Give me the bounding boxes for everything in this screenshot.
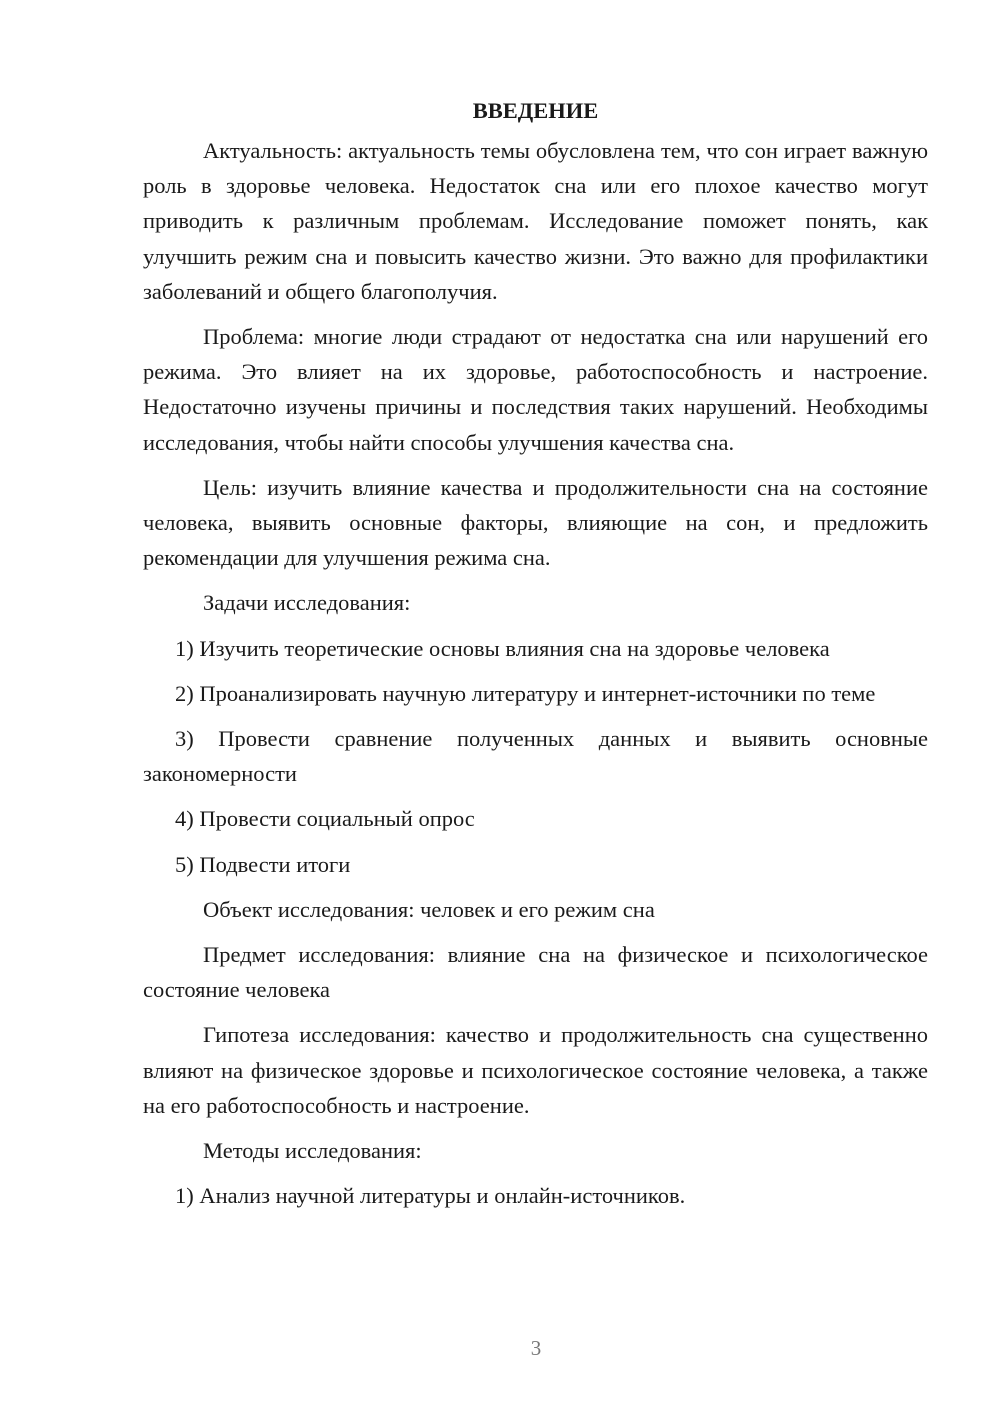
paragraph-problem: Проблема: многие люди страдают от недостатка сна или нарушений его режима. Это влияет на их здоровье, работоспособность и настроение. Недостаточно изучены причины и последствия таких нарушений. Необходимы исследования, чтобы найти способы улучшения качества сна. — [143, 324, 928, 455]
paragraph-object: Объект исследования: человек и его режим сна — [203, 896, 655, 922]
task-item-2: 2) Проанализировать научную литературу и интернет-источники по теме — [175, 680, 876, 706]
methods-heading: Методы исследования: — [203, 1138, 422, 1164]
document-body — [143, 96, 928, 1223]
task-item-5: 5) Подвести итоги — [175, 851, 351, 877]
section-heading: ВВЕДЕНИЕ — [472, 98, 599, 123]
paragraph-subject: Предмет исследования: влияние сна на физическое и психологическое состояние человека — [143, 942, 928, 1003]
method-item-1: 1) Анализ научной литературы и онлайн-источников. — [175, 1183, 686, 1209]
paragraph-hypothesis: Гипотеза исследования: качество и продолжительность сна существенно влияют на физическое здоровье и психологическое состояние человека, а также на его работоспособность и настроение. — [143, 1022, 928, 1118]
paragraph-goal: Цель: изучить влияние качества и продолжительности сна на состояние человека, выявить основные факторы, влияющие на сон, и предложить рекомендации для улучшения режима сна. — [143, 474, 928, 571]
task-item-3: 3) Провести сравнение полученных данных и выявить основные закономерности — [143, 726, 928, 787]
task-item-1: 1) Изучить теоретические основы влияния сна на здоровье человека — [175, 635, 830, 661]
tasks-heading: Задачи исследования: — [203, 590, 411, 616]
task-item-4: 4) Провести социальный опрос — [175, 806, 475, 832]
paragraph-relevance: Актуальность: актуальность темы обусловлена тем, что сон играет важную роль в здоровье человека. Недостаток сна или его плохое качество могут приводить к различным проблемам. Исследование поможет понять, как улучшить режим сна и повысить качество жизни. Это важно для профилактики заболеваний и общего благополучия. — [143, 138, 928, 304]
page-number: 3 — [530, 1336, 542, 1360]
